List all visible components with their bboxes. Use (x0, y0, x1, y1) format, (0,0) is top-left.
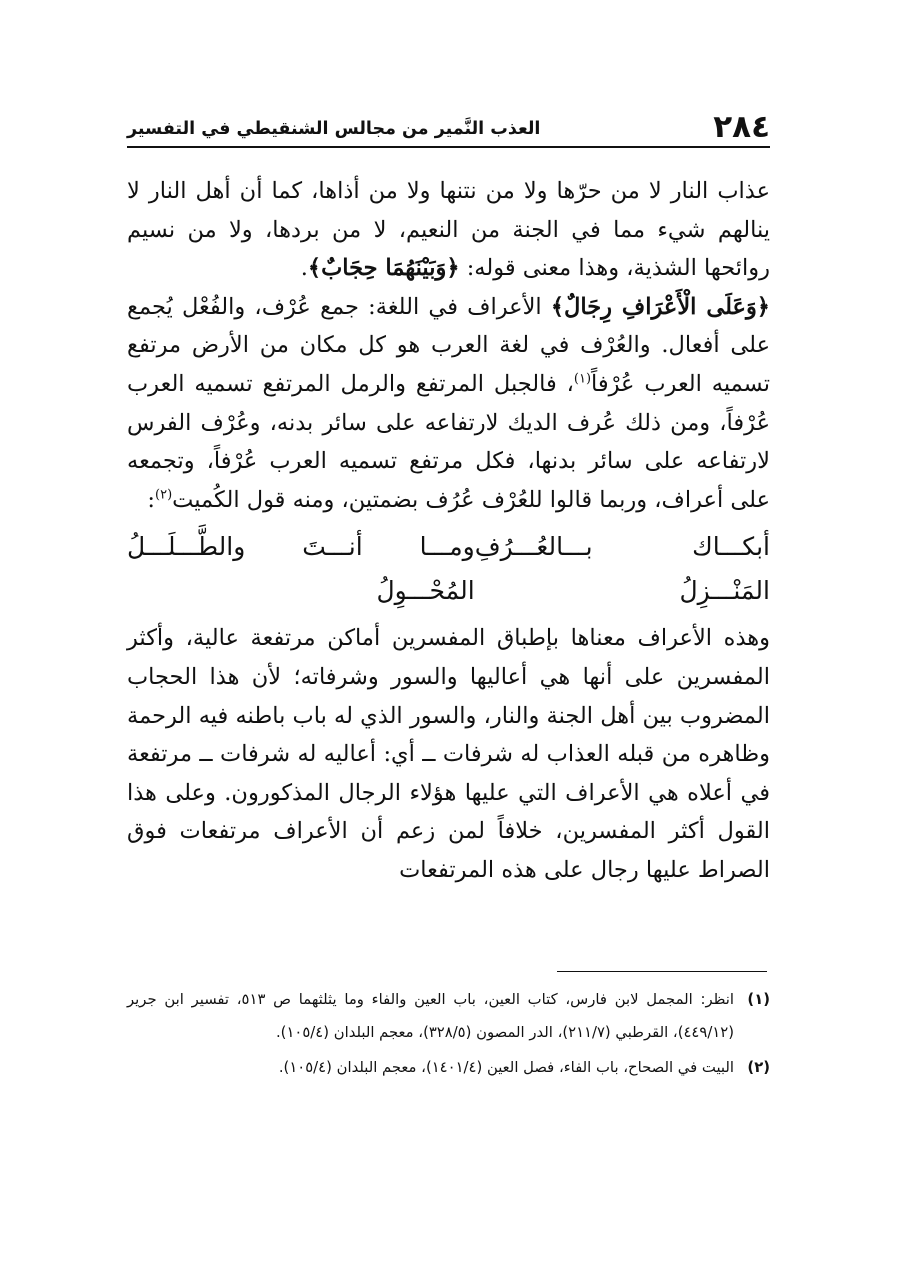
page-header (127, 104, 770, 144)
footnote-1-text: انظر: المجمل لابن فارس، كتاب العين، باب العين والفاء وما يثلثهما ص ٥١٣، تفسير ابن جرير (٤٤٩/١٢)، القرطبي (٢١١/٧)، الدر المصون (٣٢٨/٥)، معجم البلدان (١٠٥/٤). (127, 991, 735, 1041)
footnote-separator (557, 971, 767, 972)
paragraph-2-text-b: ، فالجبل المرتفع والرمل المرتفع تسميه العرب عُرْفاً، ومن ذلك عُرف الديك لارتفاعه على سائر بدنه، وعُرْف الفرس لارتفاعه على سائر بدنها، فكل مرتفع تسميه العرب عُرْفاً، وتجمعه على أعراف، وربما قالوا للعُرْف عُرُف بضمتين، ومنه قول الكُميت (127, 370, 770, 513)
paragraph-2-text-a: الأعراف في اللغة: جمع عُرْف، والفُعْل يُجمع على أفعال. والعُرْف في لغة العرب هو كل مكان من الأرض مرتفع تسميه العرب عُرْفاً (127, 293, 770, 397)
paragraph-3-text: وهذه الأعراف معناها بإطباق المفسرين أماكن مرتفعة عالية، وأكثر المفسرين على أنها هي أعاليها والسور وشرفاته؛ لأن هذا الحجاب المضروب بين أهل الجنة والنار، والسور الذي له باب باطنه فيه الرحمة وظاهره من قبله العذاب له شرفات ــ أي: أعاليه له شرفات ــ مرتفعة في أعلاه هي الأعراف التي عليها هؤلاء الرجال المذكورون. وعلى هذا القول أكثر المفسرين، خلافاً لمن زعم أن الأعراف مرتفعات فوق الصراط عليها رجال على هذه المرتفعات (127, 625, 770, 883)
verse-first-hemistich: أبكـــاك بـــالعُـــرُفِ المَنْـــزِلُ (474, 532, 770, 606)
paragraph-1-end: . (300, 255, 308, 282)
verse-second-hemistich: ومـــا أنـــتَ والطَّـــلَـــلُ المُحْـــوِلُ (127, 532, 475, 606)
paragraph-1 (127, 172, 770, 288)
main-text (127, 172, 770, 890)
page-number: ٢٨٤ (713, 109, 770, 145)
footnote-1 (127, 983, 770, 1049)
footnote-2-text: البيت في الصحاح، باب الفاء، فصل العين (١٤٠١/٤)، معجم البلدان (١٠٥/٤). (278, 1059, 734, 1076)
footnote-ref-1[interactable]: (١) (573, 371, 592, 387)
quran-quote-hijab: ﴿وَبَيْنَهُمَا حِجَابٌ﴾ (307, 255, 460, 282)
quran-quote-araf: ﴿وَعَلَى الْأَعْرَافِ رِجَالٌ﴾ (550, 293, 770, 320)
footnotes (127, 983, 770, 1086)
footnote-2 (127, 1051, 770, 1084)
paragraph-1-text: عذاب النار لا من حرّها ولا من نتنها ولا من أذاها، كما أن أهل النار لا ينالهم شيء مما في الجنة من النعيم، لا من بردها، ولا من نسيم روائحها الشذية، وهذا معنى قوله: (127, 178, 770, 282)
poem-verse (127, 525, 770, 613)
footnote-1-number: (١) (747, 991, 770, 1008)
paragraph-2 (127, 288, 770, 520)
paragraph-3 (127, 619, 770, 889)
footnote-2-number: (٢) (747, 1059, 770, 1076)
running-title: العذب النَّمير من مجالس الشنقيطي في التفسير (127, 119, 541, 139)
header-rule (127, 146, 770, 148)
footnote-ref-2[interactable]: (٢) (155, 487, 173, 503)
paragraph-2-text-c: : (147, 486, 155, 513)
